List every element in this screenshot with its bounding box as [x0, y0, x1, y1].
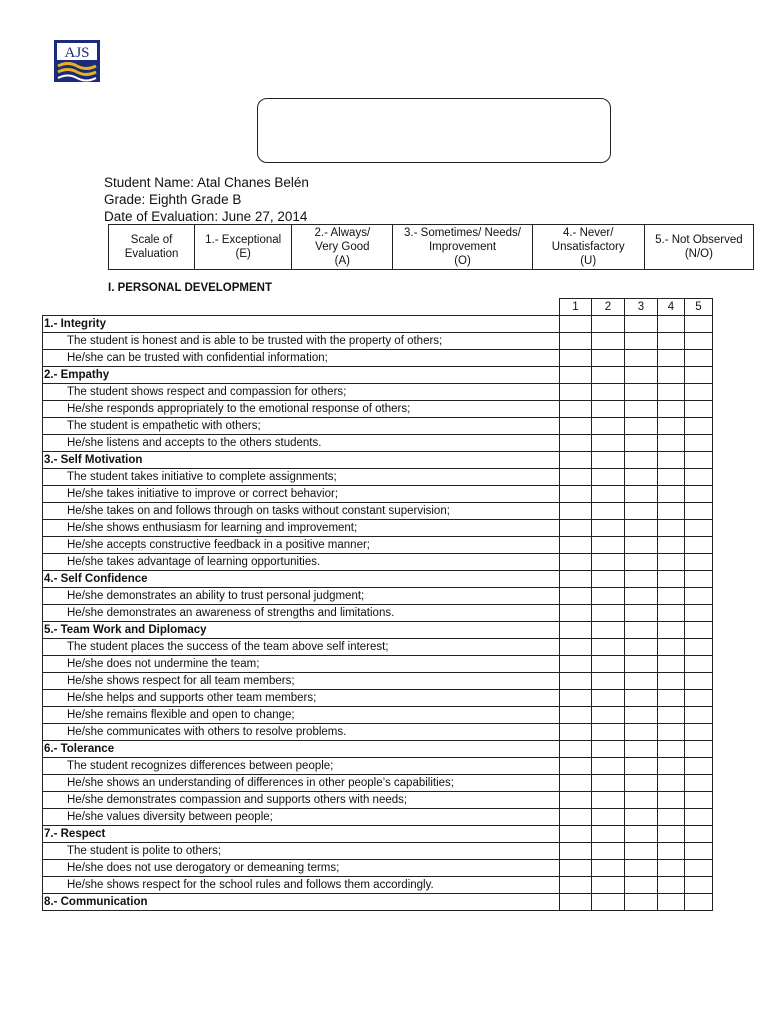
score-cell[interactable]	[625, 792, 658, 809]
score-cell[interactable]	[625, 860, 658, 877]
score-cell[interactable]	[592, 588, 625, 605]
criteria-text: He/she takes on and follows through on tasks without constant supervision;	[43, 503, 560, 520]
scale-cell: 5.- Not Observed (N/O)	[644, 225, 753, 270]
score-cell[interactable]	[658, 537, 685, 554]
score-cell[interactable]	[560, 520, 592, 537]
score-cell[interactable]	[658, 486, 685, 503]
score-cell[interactable]	[658, 707, 685, 724]
score-cell[interactable]	[658, 656, 685, 673]
criteria-row	[43, 639, 713, 656]
score-cell[interactable]	[685, 452, 713, 469]
score-cell[interactable]	[625, 605, 658, 622]
criteria-text: He/she helps and supports other team members;	[43, 690, 560, 707]
score-cell[interactable]	[685, 877, 713, 894]
score-cell[interactable]	[560, 894, 592, 911]
criteria-row	[43, 503, 713, 520]
score-cell[interactable]	[685, 588, 713, 605]
score-cell[interactable]	[625, 724, 658, 741]
score-cell[interactable]	[685, 367, 713, 384]
score-cell[interactable]	[592, 605, 625, 622]
criteria-text: The student is honest and is able to be trusted with the property of others;	[43, 333, 560, 350]
criteria-text: He/she demonstrates an ability to trust personal judgment;	[43, 588, 560, 605]
score-cell[interactable]	[658, 316, 685, 333]
criteria-text: The student is polite to others;	[43, 843, 560, 860]
scale-cell: 4.- Never/ Unsatisfactory (U)	[532, 225, 644, 270]
score-cell[interactable]	[625, 741, 658, 758]
score-cell[interactable]	[685, 554, 713, 571]
score-cell[interactable]	[658, 758, 685, 775]
category-title: 5.- Team Work and Diplomacy	[43, 622, 560, 639]
scale-cell: 3.- Sometimes/ Needs/ Improvement (O)	[393, 225, 532, 270]
criteria-row	[43, 605, 713, 622]
score-cell[interactable]	[560, 758, 592, 775]
category-row	[43, 452, 713, 469]
score-cell[interactable]	[560, 724, 592, 741]
score-cell[interactable]	[658, 503, 685, 520]
scale-cell: 1.- Exceptional (E)	[195, 225, 292, 270]
category-title: 6.- Tolerance	[43, 741, 560, 758]
score-cell[interactable]	[685, 605, 713, 622]
score-cell[interactable]	[685, 826, 713, 843]
score-cell[interactable]	[658, 724, 685, 741]
score-cell[interactable]	[560, 741, 592, 758]
score-cell[interactable]	[685, 486, 713, 503]
score-cell[interactable]	[685, 690, 713, 707]
score-cell[interactable]	[685, 401, 713, 418]
score-cell[interactable]	[685, 741, 713, 758]
score-cell[interactable]	[592, 316, 625, 333]
score-cell[interactable]	[685, 639, 713, 656]
criteria-text: He/she listens and accepts to the others students.	[43, 435, 560, 452]
score-cell[interactable]	[658, 401, 685, 418]
score-cell[interactable]	[592, 622, 625, 639]
score-cell[interactable]	[625, 843, 658, 860]
scale-cell: 2.- Always/ Very Good (A)	[292, 225, 393, 270]
score-cell[interactable]	[592, 792, 625, 809]
score-cell[interactable]	[625, 809, 658, 826]
score-cell[interactable]	[592, 741, 625, 758]
score-cell[interactable]	[560, 639, 592, 656]
score-cell[interactable]	[592, 537, 625, 554]
score-cell[interactable]	[658, 690, 685, 707]
score-cell[interactable]	[592, 486, 625, 503]
criteria-text: He/she can be trusted with confidential information;	[43, 350, 560, 367]
category-title: 8.- Communication	[43, 894, 560, 911]
category-row	[43, 622, 713, 639]
score-column-header: 1	[560, 299, 592, 316]
score-cell[interactable]	[592, 843, 625, 860]
score-cell[interactable]	[625, 622, 658, 639]
score-cell[interactable]	[658, 435, 685, 452]
criteria-text: He/she remains flexible and open to change;	[43, 707, 560, 724]
score-cell[interactable]	[592, 673, 625, 690]
score-cell[interactable]	[625, 452, 658, 469]
criteria-text: He/she takes initiative to improve or correct behavior;	[43, 486, 560, 503]
category-row	[43, 894, 713, 911]
score-cell[interactable]	[592, 384, 625, 401]
score-cell[interactable]	[658, 809, 685, 826]
score-cell[interactable]	[658, 605, 685, 622]
score-cell[interactable]	[625, 418, 658, 435]
score-column-header: 4	[658, 299, 685, 316]
criteria-text: He/she values diversity between people;	[43, 809, 560, 826]
score-cell[interactable]	[658, 418, 685, 435]
criteria-row	[43, 758, 713, 775]
score-cell[interactable]	[560, 877, 592, 894]
score-header-row	[43, 299, 713, 316]
score-cell[interactable]	[592, 554, 625, 571]
criteria-row	[43, 384, 713, 401]
score-cell[interactable]	[560, 316, 592, 333]
score-cell[interactable]	[592, 639, 625, 656]
score-cell[interactable]	[658, 452, 685, 469]
criteria-row	[43, 656, 713, 673]
score-cell[interactable]	[625, 588, 658, 605]
score-cell[interactable]	[658, 588, 685, 605]
category-row	[43, 571, 713, 588]
score-cell[interactable]	[685, 520, 713, 537]
score-cell[interactable]	[658, 792, 685, 809]
score-cell[interactable]	[560, 384, 592, 401]
personal-development-table	[42, 298, 713, 911]
score-cell[interactable]	[658, 571, 685, 588]
criteria-row	[43, 690, 713, 707]
score-cell[interactable]	[685, 894, 713, 911]
score-cell[interactable]	[560, 673, 592, 690]
score-cell[interactable]	[592, 571, 625, 588]
criteria-text: He/she shows enthusiasm for learning and improvement;	[43, 520, 560, 537]
score-cell[interactable]	[560, 333, 592, 350]
criteria-row	[43, 401, 713, 418]
score-cell[interactable]	[685, 571, 713, 588]
score-cell[interactable]	[685, 724, 713, 741]
criteria-row	[43, 775, 713, 792]
score-cell[interactable]	[592, 690, 625, 707]
score-cell[interactable]	[685, 707, 713, 724]
criteria-row	[43, 707, 713, 724]
score-cell[interactable]	[560, 571, 592, 588]
score-cell[interactable]	[560, 622, 592, 639]
score-cell[interactable]	[685, 792, 713, 809]
criteria-row	[43, 520, 713, 537]
score-cell[interactable]	[625, 469, 658, 486]
category-title: 3.- Self Motivation	[43, 452, 560, 469]
score-cell[interactable]	[658, 469, 685, 486]
score-cell[interactable]	[625, 333, 658, 350]
criteria-row	[43, 877, 713, 894]
score-cell[interactable]	[685, 843, 713, 860]
score-cell[interactable]	[625, 554, 658, 571]
score-cell[interactable]	[592, 775, 625, 792]
score-cell[interactable]	[625, 537, 658, 554]
score-cell[interactable]	[625, 435, 658, 452]
criteria-text: The student recognizes differences between people;	[43, 758, 560, 775]
category-title: 4.- Self Confidence	[43, 571, 560, 588]
score-cell[interactable]	[658, 894, 685, 911]
score-cell[interactable]	[625, 401, 658, 418]
score-cell[interactable]	[658, 350, 685, 367]
score-cell[interactable]	[685, 537, 713, 554]
score-cell[interactable]	[658, 622, 685, 639]
criteria-text: The student is empathetic with others;	[43, 418, 560, 435]
score-cell[interactable]	[560, 486, 592, 503]
score-cell[interactable]	[560, 809, 592, 826]
score-cell[interactable]	[658, 367, 685, 384]
criteria-row	[43, 333, 713, 350]
criteria-row	[43, 588, 713, 605]
score-cell[interactable]	[658, 775, 685, 792]
score-cell[interactable]	[560, 469, 592, 486]
score-cell[interactable]	[560, 843, 592, 860]
criteria-text: He/she demonstrates compassion and supports others with needs;	[43, 792, 560, 809]
score-cell[interactable]	[685, 809, 713, 826]
score-cell[interactable]	[625, 775, 658, 792]
score-cell[interactable]	[592, 435, 625, 452]
criteria-text: The student shows respect and compassion for others;	[43, 384, 560, 401]
score-cell[interactable]	[560, 554, 592, 571]
evaluation-scale-table	[108, 224, 754, 270]
score-cell[interactable]	[560, 503, 592, 520]
score-cell[interactable]	[685, 758, 713, 775]
score-cell[interactable]	[685, 469, 713, 486]
criteria-row	[43, 418, 713, 435]
category-title: 7.- Respect	[43, 826, 560, 843]
category-row	[43, 741, 713, 758]
score-cell[interactable]	[658, 333, 685, 350]
criteria-text: The student places the success of the team above self interest;	[43, 639, 560, 656]
score-cell[interactable]	[685, 418, 713, 435]
criteria-text: He/she communicates with others to resolve problems.	[43, 724, 560, 741]
criteria-row	[43, 792, 713, 809]
score-column-header: 3	[625, 299, 658, 316]
score-cell[interactable]	[625, 520, 658, 537]
score-cell[interactable]	[658, 877, 685, 894]
score-cell[interactable]	[625, 894, 658, 911]
score-cell[interactable]	[625, 758, 658, 775]
score-cell[interactable]	[625, 826, 658, 843]
criteria-row	[43, 673, 713, 690]
score-cell[interactable]	[658, 520, 685, 537]
criteria-row	[43, 724, 713, 741]
criteria-row	[43, 860, 713, 877]
score-cell[interactable]	[685, 384, 713, 401]
score-cell[interactable]	[625, 639, 658, 656]
score-cell[interactable]	[560, 860, 592, 877]
criteria-text: The student takes initiative to complete assignments;	[43, 469, 560, 486]
score-cell[interactable]	[685, 775, 713, 792]
criteria-text: He/she responds appropriately to the emotional response of others;	[43, 401, 560, 418]
score-cell[interactable]	[592, 367, 625, 384]
score-cell[interactable]	[592, 877, 625, 894]
criteria-text: He/she takes advantage of learning opportunities.	[43, 554, 560, 571]
score-cell[interactable]	[592, 894, 625, 911]
score-cell[interactable]	[560, 690, 592, 707]
score-cell[interactable]	[625, 503, 658, 520]
score-cell[interactable]	[625, 486, 658, 503]
score-cell[interactable]	[592, 350, 625, 367]
score-cell[interactable]	[560, 792, 592, 809]
criteria-text: He/she shows respect for all team members;	[43, 673, 560, 690]
criteria-row	[43, 435, 713, 452]
score-cell[interactable]	[658, 826, 685, 843]
criteria-row	[43, 469, 713, 486]
score-cell[interactable]	[592, 503, 625, 520]
score-cell[interactable]	[658, 673, 685, 690]
criteria-row	[43, 554, 713, 571]
score-cell[interactable]	[560, 367, 592, 384]
score-cell[interactable]	[560, 452, 592, 469]
score-cell[interactable]	[560, 435, 592, 452]
score-cell[interactable]	[560, 401, 592, 418]
logo-text: AJS	[64, 45, 90, 61]
score-cell[interactable]	[625, 656, 658, 673]
category-title: 2.- Empathy	[43, 367, 560, 384]
category-row	[43, 826, 713, 843]
score-cell[interactable]	[560, 826, 592, 843]
title-box	[257, 98, 611, 163]
score-cell[interactable]	[658, 843, 685, 860]
criteria-text: He/she demonstrates an awareness of strengths and limitations.	[43, 605, 560, 622]
category-row	[43, 367, 713, 384]
score-cell[interactable]	[560, 707, 592, 724]
category-title: 1.- Integrity	[43, 316, 560, 333]
score-cell[interactable]	[592, 826, 625, 843]
score-cell[interactable]	[560, 418, 592, 435]
score-cell[interactable]	[560, 656, 592, 673]
score-cell[interactable]	[658, 384, 685, 401]
score-cell[interactable]	[592, 724, 625, 741]
criteria-text: He/she does not use derogatory or demeaning terms;	[43, 860, 560, 877]
score-column-header: 5	[685, 299, 713, 316]
evaluation-date: Date of Evaluation: June 27, 2014	[104, 209, 308, 224]
score-cell[interactable]	[625, 673, 658, 690]
score-cell[interactable]	[625, 350, 658, 367]
score-cell[interactable]	[625, 316, 658, 333]
score-cell[interactable]	[592, 401, 625, 418]
student-grade: Grade: Eighth Grade B	[104, 192, 242, 207]
score-cell[interactable]	[685, 673, 713, 690]
score-cell[interactable]	[592, 860, 625, 877]
scale-cell: Scale of Evaluation	[109, 225, 195, 270]
score-cell[interactable]	[592, 452, 625, 469]
score-cell[interactable]	[592, 469, 625, 486]
score-cell[interactable]	[685, 622, 713, 639]
score-column-header: 2	[592, 299, 625, 316]
score-cell[interactable]	[592, 809, 625, 826]
criteria-text: He/she shows an understanding of differences in other people’s capabilities;	[43, 775, 560, 792]
score-cell[interactable]	[685, 656, 713, 673]
score-cell[interactable]	[685, 316, 713, 333]
criteria-row	[43, 350, 713, 367]
score-cell[interactable]	[592, 758, 625, 775]
score-cell[interactable]	[625, 690, 658, 707]
criteria-text: He/she does not undermine the team;	[43, 656, 560, 673]
score-cell[interactable]	[658, 639, 685, 656]
score-cell[interactable]	[592, 418, 625, 435]
score-cell[interactable]	[685, 350, 713, 367]
score-cell[interactable]	[658, 554, 685, 571]
score-cell[interactable]	[592, 656, 625, 673]
criteria-text: He/she shows respect for the school rules and follows them accordingly.	[43, 877, 560, 894]
score-cell[interactable]	[685, 333, 713, 350]
score-cell[interactable]	[625, 384, 658, 401]
score-cell[interactable]	[560, 537, 592, 554]
score-cell[interactable]	[560, 775, 592, 792]
score-cell[interactable]	[560, 350, 592, 367]
score-cell[interactable]	[625, 571, 658, 588]
score-cell[interactable]	[685, 860, 713, 877]
school-logo	[54, 40, 100, 82]
score-cell[interactable]	[592, 520, 625, 537]
student-info	[104, 174, 309, 225]
score-cell[interactable]	[560, 588, 592, 605]
score-cell[interactable]	[625, 877, 658, 894]
criteria-row	[43, 843, 713, 860]
section-title: I. PERSONAL DEVELOPMENT	[108, 282, 273, 294]
score-cell[interactable]	[592, 333, 625, 350]
score-cell[interactable]	[685, 435, 713, 452]
score-cell[interactable]	[560, 605, 592, 622]
score-cell[interactable]	[658, 741, 685, 758]
student-name: Student Name: Atal Chanes Belén	[104, 175, 309, 190]
category-row	[43, 316, 713, 333]
criteria-row	[43, 486, 713, 503]
score-cell[interactable]	[685, 503, 713, 520]
score-cell[interactable]	[658, 860, 685, 877]
criteria-row	[43, 809, 713, 826]
criteria-text: He/she accepts constructive feedback in a positive manner;	[43, 537, 560, 554]
score-cell[interactable]	[625, 707, 658, 724]
score-cell[interactable]	[592, 707, 625, 724]
score-cell[interactable]	[625, 367, 658, 384]
criteria-row	[43, 537, 713, 554]
